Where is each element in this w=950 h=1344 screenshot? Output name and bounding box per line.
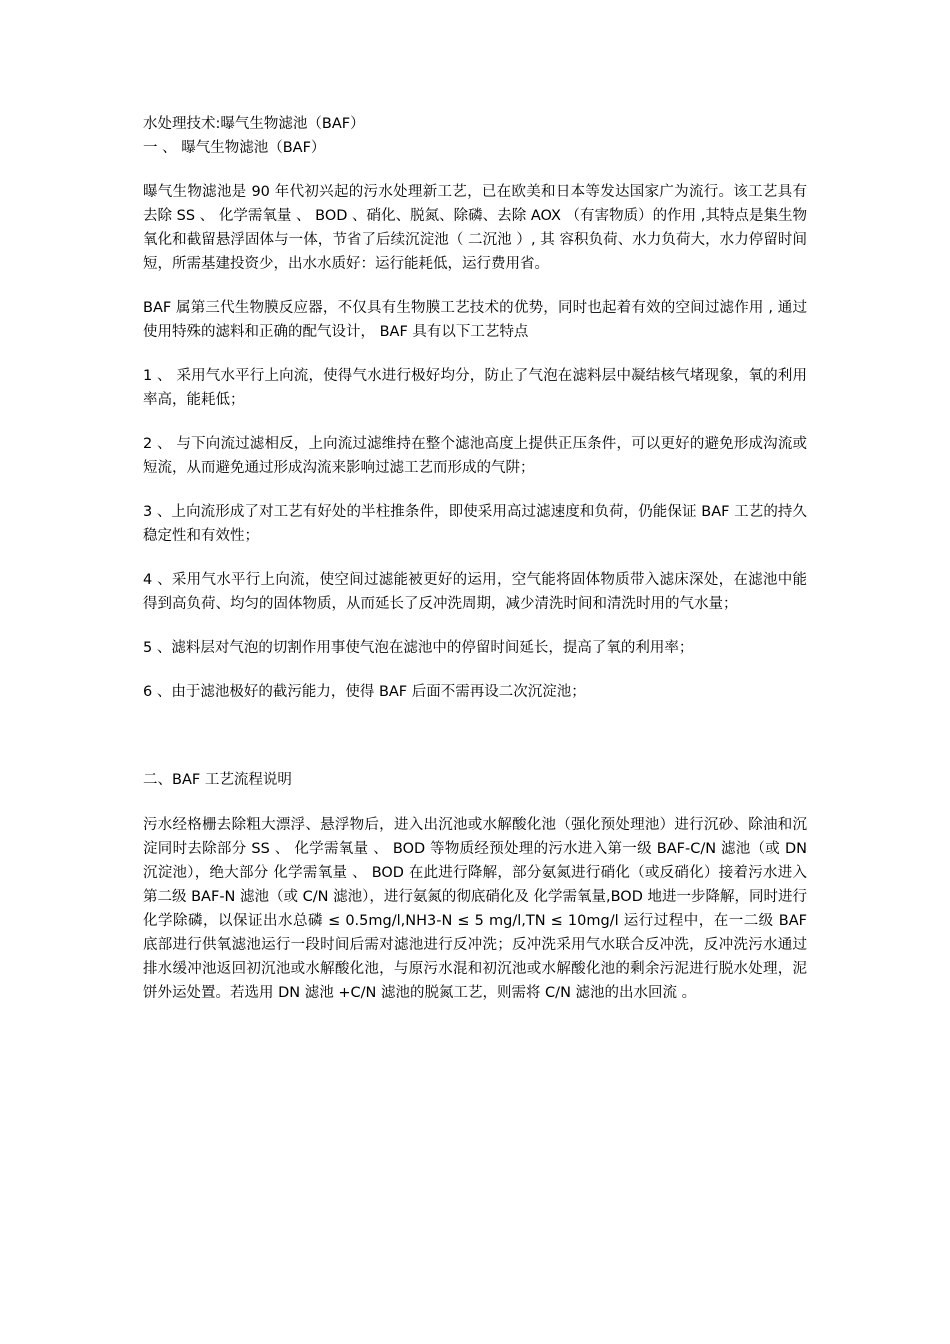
spacer — [143, 480, 807, 500]
spacer — [143, 704, 807, 768]
spacer — [143, 616, 807, 636]
document-title: 水处理技术:曝气生物滤池（BAF） — [143, 116, 365, 132]
feature-item-4: 4 、采用气水平行上向流，使空间过滤能被更好的运用，空气能将固体物质带入滤床深处，在滤池中能得到高负荷、均匀的固体物质，从而延长了反冲洗周期，减少清洗时间和清洗时用的气水量； — [143, 572, 807, 612]
section-1-heading: 一 、 曝气生物滤池（BAF） — [143, 140, 326, 156]
feature-item-1: 1 、 采用气水平行上向流，使得气水进行极好均分，防止了气泡在滤料层中凝结核气堵现象，氧的利用率高，能耗低； — [143, 368, 807, 408]
spacer — [143, 276, 807, 296]
spacer — [143, 660, 807, 680]
spacer — [143, 792, 807, 813]
spacer — [143, 344, 807, 364]
feature-item-5: 5 、滤料层对气泡的切割作用事使气泡在滤池中的停留时间延长，提高了氧的利用率； — [143, 640, 694, 656]
spacer — [143, 412, 807, 432]
feature-item-6: 6 、由于滤池极好的截污能力，使得 BAF 后面不需再设二次沉淀池； — [143, 684, 586, 700]
document-page — [143, 112, 807, 1005]
paragraph-process-flow: 污水经格栅去除粗大漂浮、悬浮物后，进入出沉池或水解酸化池（强化预处理池）进行沉砂、除油和沉淀同时去除部分 SS 、 化学需氧量 、 BOD 等物质经预处理的污水进入第一级 BAF-C/N 滤池（或 DN 沉淀池），绝大部分 化学需氧量 、 BOD 在此进行降解，部分氨氮进行硝化（或反硝化）接着污水进入第二级 BAF-N 滤池（或 C/N 滤池），进行氨氮的彻底硝化及 化学需氧量,BOD 地进一步降解，同时进行化学除磷，以保证出水总磷 ≤ 0.5mg/l,NH3-N ≤ 5 mg/l,TN ≤ 10mg/l 运行过程中，在一二级 BAF 底部进行供氧滤池运行一段时间后需对滤池进行反冲洗；反冲洗采用气水联合反冲洗，反冲洗污水通过排水缓冲池返回初沉池或水解酸化池，与原污水混和初沉池或水解酸化池的剩余污泥进行脱水处理，泥饼外运处置。若选用 DN 滤池 +C/N 滤池的脱氮工艺，则需将 C/N 滤池的出水回流 。 — [143, 817, 807, 1001]
paragraph-intro: 曝气生物滤池是 90 年代初兴起的污水处理新工艺，已在欧美和日本等发达国家广为流行。该工艺具有去除 SS 、 化学需氧量 、 BOD 、硝化、脱氮、除磷、去除 AOX （有害物质）的作用 ,其特点是集生物氧化和截留悬浮固体与一体，节省了后续沉淀池（ 二沉池 ）, 其 容积负荷、水力负荷大，水力停留时间短，所需基建投资少，出水水质好：运行能耗低，运行费用省。 — [143, 184, 807, 272]
feature-item-2: 2 、 与下向流过滤相反，上向流过滤维持在整个滤池高度上提供正压条件，可以更好的避免形成沟流或短流，从而避免通过形成沟流来影响过滤工艺而形成的气阱； — [143, 436, 807, 476]
feature-item-3: 3 、上向流形成了对工艺有好处的半柱推条件，即使采用高过滤速度和负荷，仍能保证 BAF 工艺的持久稳定性和有效性； — [143, 504, 807, 544]
spacer — [143, 548, 807, 568]
spacer — [143, 160, 807, 180]
paragraph-baf-features: BAF 属第三代生物膜反应器，不仅具有生物膜工艺技术的优势，同时也起着有效的空间过滤作用 , 通过使用特殊的滤料和正确的配气设计， BAF 具有以下工艺特点 — [143, 300, 807, 340]
section-2-heading: 二、BAF 工艺流程说明 — [143, 772, 292, 788]
